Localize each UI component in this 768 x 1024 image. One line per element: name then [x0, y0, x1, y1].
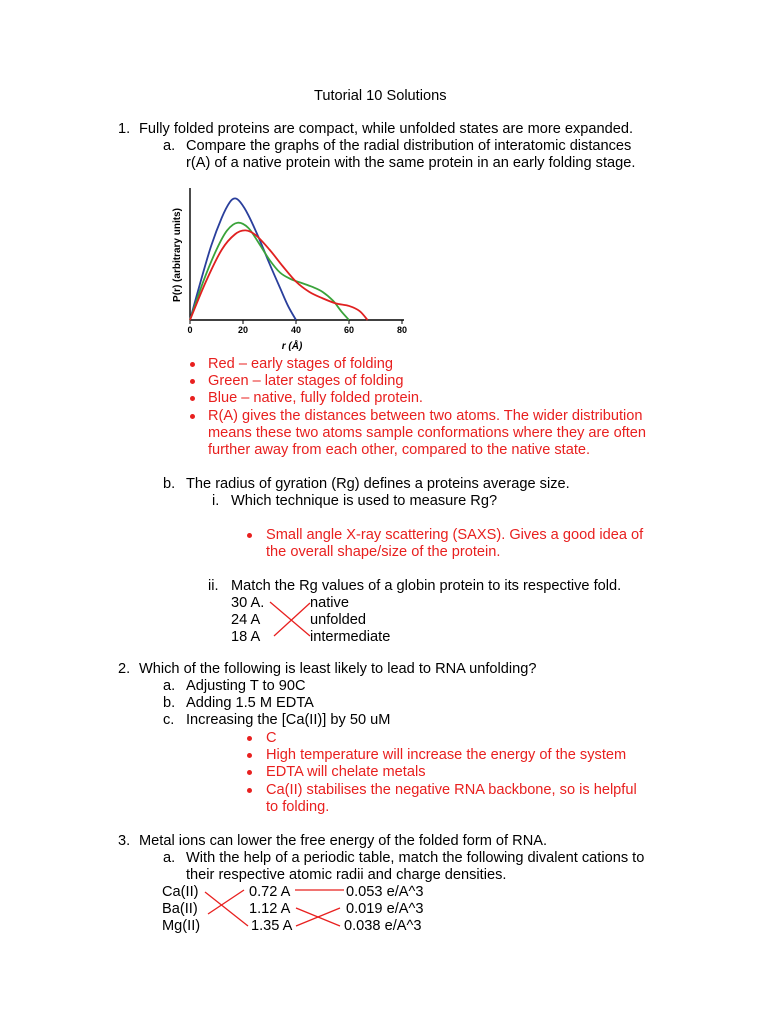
answer-para-line3: further away from each other, compared to the native state. — [208, 442, 591, 458]
radius-112: 1.12 A — [249, 901, 291, 917]
q2-answer-edta: EDTA will chelate metals — [266, 764, 426, 780]
q1-number: 1. — [118, 121, 131, 137]
q2-answer-temp: High temperature will increase the energy of the system — [266, 747, 627, 763]
bullet — [247, 736, 252, 741]
radial-distribution-chart — [168, 180, 428, 355]
q2-option-c: Increasing the [Ca(II)] by 50 uM — [186, 712, 391, 728]
q2-answer-ca-line2: to folding. — [266, 799, 330, 815]
q2-option-a: Adjusting T to 90C — [186, 678, 306, 694]
cation-ca: Ca(II) — [162, 884, 199, 900]
cation-mg: Mg(II) — [162, 918, 201, 934]
x-axis-label: r (Å) — [281, 341, 303, 352]
q3a-line2: their respective atomic radii and charge densities. — [186, 867, 507, 883]
bullet — [190, 362, 195, 367]
answer-blue: Blue – native, fully folded protein. — [208, 390, 423, 406]
q2-text: Which of the following is least likely to lead to RNA unfolding? — [139, 661, 537, 677]
fold-unfolded: unfolded — [310, 612, 366, 628]
x-tick-label: 60 — [343, 325, 355, 335]
q1b-i-text: Which technique is used to measure Rg? — [231, 493, 498, 509]
q1a-label: a. — [163, 138, 176, 154]
q1b-i-label: i. — [212, 493, 220, 509]
rg-value-24: 24 A — [231, 612, 261, 628]
page-title: Tutorial 10 Solutions — [314, 88, 447, 104]
cation-match-lines — [200, 884, 350, 934]
answer-green: Green – later stages of folding — [208, 373, 404, 389]
density-0053: 0.053 e/A^3 — [346, 884, 424, 900]
bullet — [247, 753, 252, 758]
match-line — [205, 892, 248, 926]
q3-text: Metal ions can lower the free energy of the folded form of RNA. — [139, 833, 548, 849]
x-tick-label: 20 — [237, 325, 249, 335]
rg-value-18: 18 A — [231, 629, 261, 645]
answer-para-line1: R(A) gives the distances between two atoms. The wider distribution — [208, 408, 643, 424]
q1a-line1: Compare the graphs of the radial distribution of interatomic distances — [186, 138, 632, 154]
density-0038: 0.038 e/A^3 — [344, 918, 422, 934]
bullet — [247, 533, 252, 538]
radius-072: 0.72 A — [249, 884, 291, 900]
fold-intermediate: intermediate — [310, 629, 391, 645]
bullet — [190, 414, 195, 419]
q1-text: Fully folded proteins are compact, while unfolded states are more expanded. — [139, 121, 634, 137]
fold-native: native — [310, 595, 349, 611]
match-line — [270, 602, 310, 636]
bullet — [247, 788, 252, 793]
saxs-answer-line2: the overall shape/size of the protein. — [266, 544, 501, 560]
q2-option-b-label: b. — [163, 695, 176, 711]
bullet — [190, 379, 195, 384]
rg-match-lines — [266, 596, 314, 644]
match-line — [208, 890, 244, 914]
q2-option-a-label: a. — [163, 678, 176, 694]
x-tick-label: 80 — [396, 325, 408, 335]
q3a-label: a. — [163, 850, 176, 866]
q2-answer-c: C — [266, 730, 277, 746]
q1b-ii-label: ii. — [208, 578, 219, 594]
q1b-label: b. — [163, 476, 176, 492]
q2-answer-ca-line1: Ca(II) stabilises the negative RNA backbone, so is helpful — [266, 782, 637, 798]
rg-value-30: 30 A. — [231, 595, 265, 611]
q2-option-b: Adding 1.5 M EDTA — [186, 695, 314, 711]
series-line-red — [190, 230, 368, 320]
q2-number: 2. — [118, 661, 131, 677]
saxs-answer-line1: Small angle X-ray scattering (SAXS). Gives a good idea of — [266, 527, 644, 543]
q3a-line1: With the help of a periodic table, match the following divalent cations to — [186, 850, 645, 866]
bullet — [190, 396, 195, 401]
radius-135: 1.35 A — [251, 918, 293, 934]
q1a-line2: r(A) of a native protein with the same protein in an early folding stage. — [186, 155, 636, 171]
answer-para-line2: means these two atoms sample conformations where they are often — [208, 425, 647, 441]
x-tick-label: 0 — [187, 325, 193, 335]
y-axis-label: P(r) (arbitrary units) — [172, 208, 183, 302]
series-line-blue — [190, 198, 296, 320]
cation-ba: Ba(II) — [162, 901, 198, 917]
answer-red: Red – early stages of folding — [208, 356, 393, 372]
density-0019: 0.019 e/A^3 — [346, 901, 424, 917]
bullet — [247, 770, 252, 775]
q3-number: 3. — [118, 833, 131, 849]
x-tick-label: 40 — [290, 325, 302, 335]
q2-option-c-label: c. — [163, 712, 175, 728]
q1b-ii-text: Match the Rg values of a globin protein to its respective fold. — [231, 578, 622, 594]
q1b-text: The radius of gyration (Rg) defines a proteins average size. — [186, 476, 570, 492]
